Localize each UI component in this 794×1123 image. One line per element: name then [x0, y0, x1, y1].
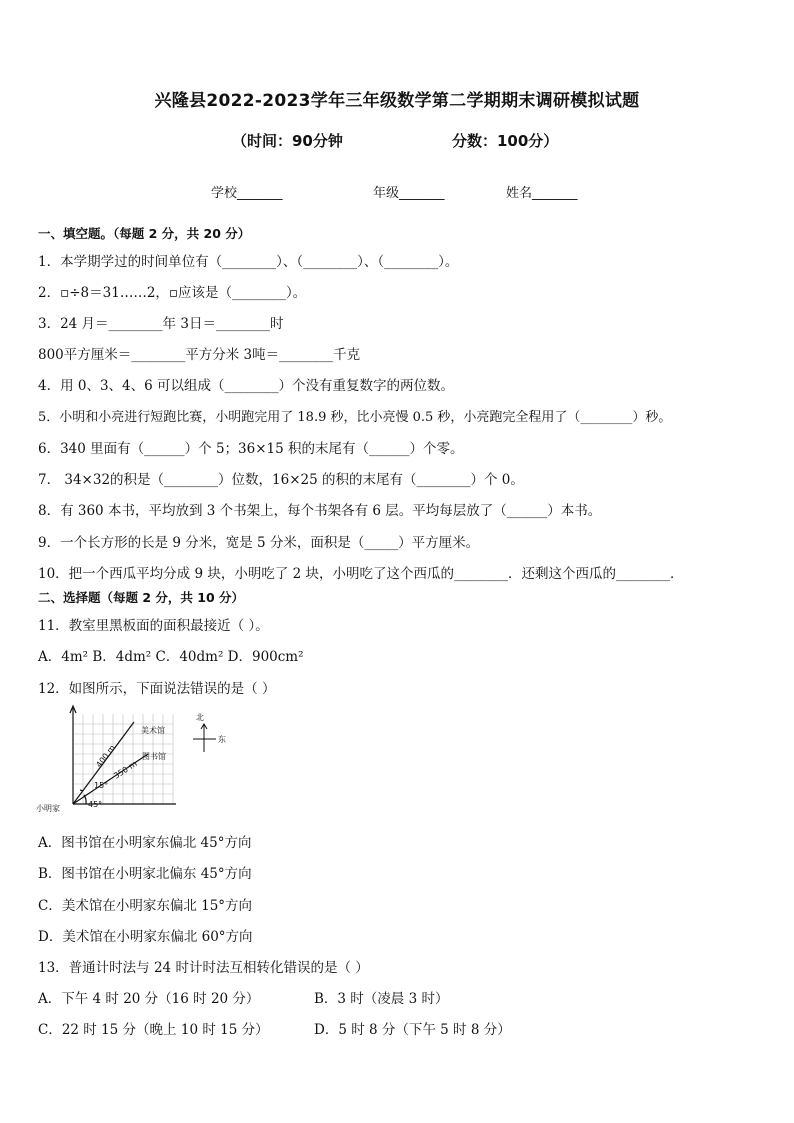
question-13-option-c: C．22 时 15 分（晚上 10 时 15 分）	[38, 1022, 269, 1038]
label-library: 图书馆	[142, 752, 166, 761]
question-12: 12．如图所示，下面说法错误的是（ ）	[38, 681, 276, 697]
question-2: 2．▫÷8＝31……2，▫应该是（________）。	[38, 285, 307, 301]
label-350m: 350 m	[112, 759, 139, 781]
question-11: 11．教室里黑板面的面积最接近（ ）。	[38, 618, 269, 634]
question-12-option-b: B．图书馆在小明家北偏东 45°方向	[38, 866, 252, 882]
question-12-option-d: D．美术馆在小明家东偏北 60°方向	[38, 929, 253, 945]
name-field[interactable]: 姓名_______	[506, 186, 578, 201]
question-5: 5．小明和小亮进行短跑比赛，小明跑完用了 18.9 秒，比小亮慢 0.5 秒，小亮跑完全程用了（________）秒。	[38, 410, 672, 425]
label-east: 东	[218, 735, 226, 744]
section-1-heading: 一、填空题。（每题 2 分，共 20 分）	[38, 226, 251, 241]
label-15deg: 15°	[94, 781, 109, 790]
question-13-option-b: B．3 时（凌晨 3 时）	[314, 991, 449, 1007]
school-field[interactable]: 学校_______	[211, 186, 283, 201]
grade-field[interactable]: 年级_______	[373, 186, 445, 201]
question-13: 13．普通计时法与 24 时计时法互相转化错误的是（ ）	[38, 960, 369, 976]
exam-score: 分数：100分）	[452, 132, 559, 150]
label-art-museum: 美术馆	[141, 726, 165, 735]
question-12-option-a: A．图书馆在小明家东偏北 45°方向	[38, 835, 252, 851]
question-13-option-d: D．5 时 8 分（下午 5 时 8 分）	[314, 1022, 511, 1038]
question-3a: 3．24 月＝________年 3日＝________时	[38, 316, 284, 332]
question-1: 1．本学期学过的时间单位有（________）、（________）、（________）。	[38, 254, 459, 270]
exam-title: 兴隆县2022-2023学年三年级数学第二学期期末调研模拟试题	[154, 91, 640, 111]
question-10: 10．把一个西瓜平均分成 9 块，小明吃了 2 块，小明吃了这个西瓜的________．还剩这个西瓜的________．	[38, 566, 684, 582]
question-9: 9．一个长方形的长是 9 分米，宽是 5 分米，面积是（_____）平方厘米。	[38, 535, 480, 551]
exam-time: （时间：90分钟	[232, 132, 343, 150]
direction-figure	[36, 700, 236, 825]
question-4: 4．用 0、3、4、6 可以组成（________）个没有重复数字的两位数。	[38, 378, 455, 394]
question-13-option-a: A．下午 4 时 20 分（16 时 20 分）	[38, 991, 260, 1007]
label-north: 北	[196, 713, 204, 722]
label-home: 小明家	[36, 804, 60, 813]
question-11-options: A．4m² B．4dm² C．40dm² D．900cm²	[38, 649, 304, 665]
question-3b: 800平方厘米＝________平方分米 3吨＝________千克	[38, 347, 361, 363]
question-6: 6．340 里面有（______）个 5；36×15 积的末尾有（______）个零。	[38, 441, 464, 457]
question-12-option-c: C．美术馆在小明家东偏北 15°方向	[38, 898, 253, 914]
section-2-heading: 二、选择题（每题 2 分，共 10 分）	[38, 590, 245, 605]
question-8: 8．有 360 本书，平均放到 3 个书架上，每个书架各有 6 层。平均每层放了（______）本书。	[38, 503, 602, 519]
question-7: 7． 34×32的积是（________）位数，16×25 的积的末尾有（________）个 0。	[38, 472, 524, 488]
label-400m: 400 m	[94, 743, 118, 770]
label-45deg: 45°	[88, 800, 103, 809]
